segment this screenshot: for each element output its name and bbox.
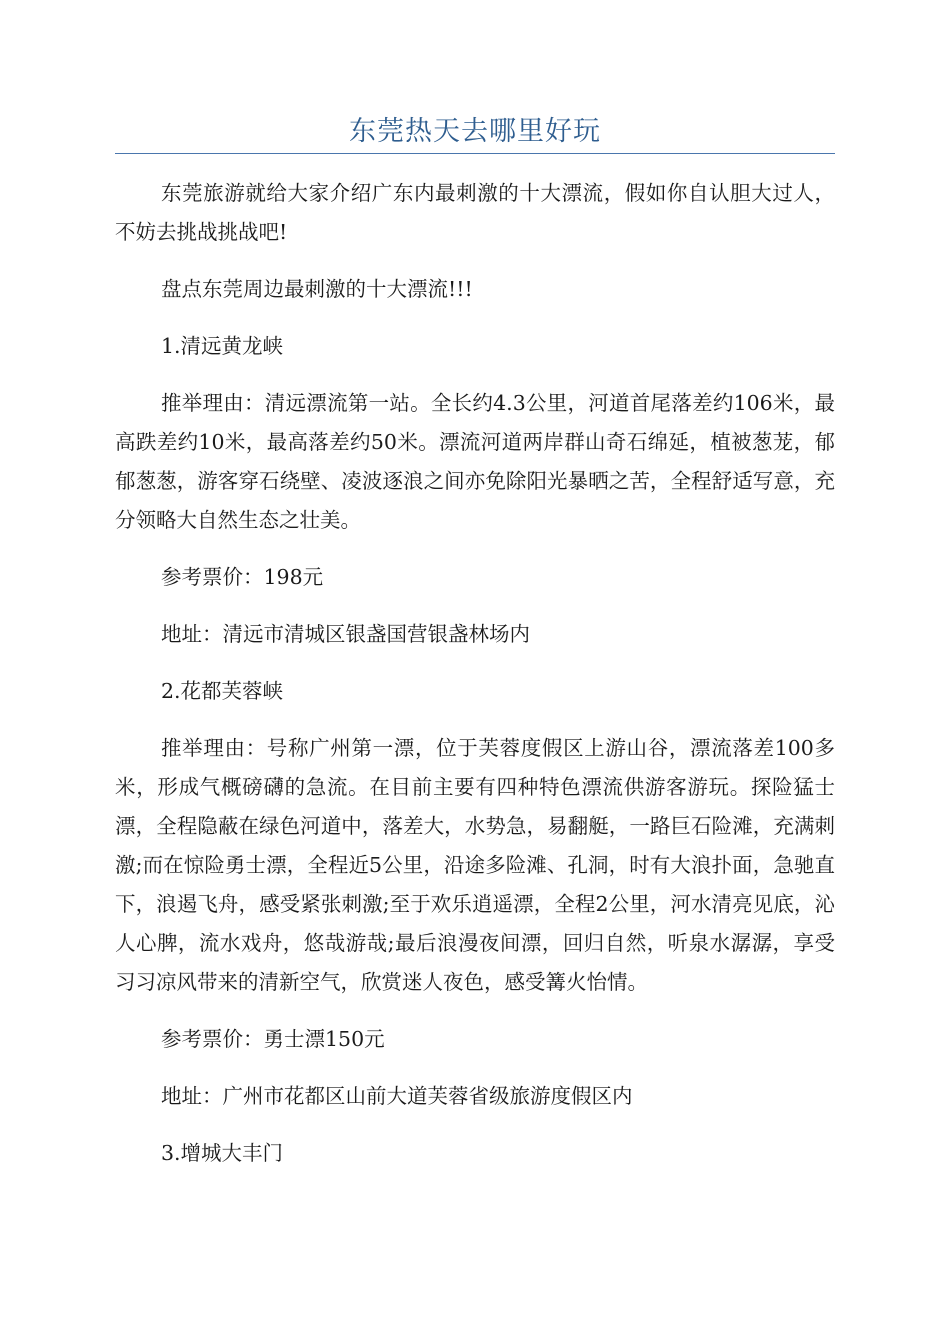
item-2-price: 参考票价：勇士漂150元 (161, 1027, 385, 1051)
item-1-reason: 推举理由：清远漂流第一站。全长约4.3公里，河道首尾落差约106米，最高跌差约10米，最高落差约50米。漂流河道两岸群山奇石绵延，植被葱茏，郁郁葱葱，游客穿石绕壁、凌波逐浪之间亦免除阳光暴晒之苦，全程舒适写意，充分领略大自然生态之壮美。 (115, 391, 835, 532)
list-heading: 盘点东莞周边最刺激的十大漂流!!! (161, 277, 473, 301)
item-1-address: 地址：清远市清城区银盏国营银盏林场内 (161, 622, 530, 646)
item-2-address: 地址：广州市花都区山前大道芙蓉省级旅游度假区内 (161, 1084, 633, 1108)
item-1-heading: 1.清远黄龙峡 (161, 334, 284, 358)
item-2-reason: 推举理由：号称广州第一漂，位于芙蓉度假区上游山谷，漂流落差100多米，形成气概磅礴的急流。在目前主要有四种特色漂流供游客游玩。探险猛士漂，全程隐蔽在绿色河道中，落差大，水势急，易翻艇，一路巨石险滩，充满刺激;而在惊险勇士漂，全程近5公里，沿途多险滩、孔洞，时有大浪扑面，急驰直下，浪遏飞舟，感受紧张刺激;至于欢乐逍遥漂，全程2公里，河水清亮见底，沁人心脾，流水戏舟，悠哉游哉;最后浪漫夜间漂，回归自然，听泉水潺潺，享受习习凉风带来的清新空气，欣赏迷人夜色，感受篝火怡情。 (115, 736, 835, 994)
item-1-price: 参考票价：198元 (161, 565, 324, 589)
title-underline (115, 153, 835, 154)
document-body (115, 174, 835, 1191)
item-3-heading: 3.增城大丰门 (161, 1141, 284, 1165)
intro-paragraph: 东莞旅游就给大家介绍广东内最刺激的十大漂流，假如你自认胆大过人，不妨去挑战挑战吧! (115, 181, 835, 244)
item-2-heading: 2.花都芙蓉峡 (161, 679, 284, 703)
document-title: 东莞热天去哪里好玩 (349, 116, 601, 147)
